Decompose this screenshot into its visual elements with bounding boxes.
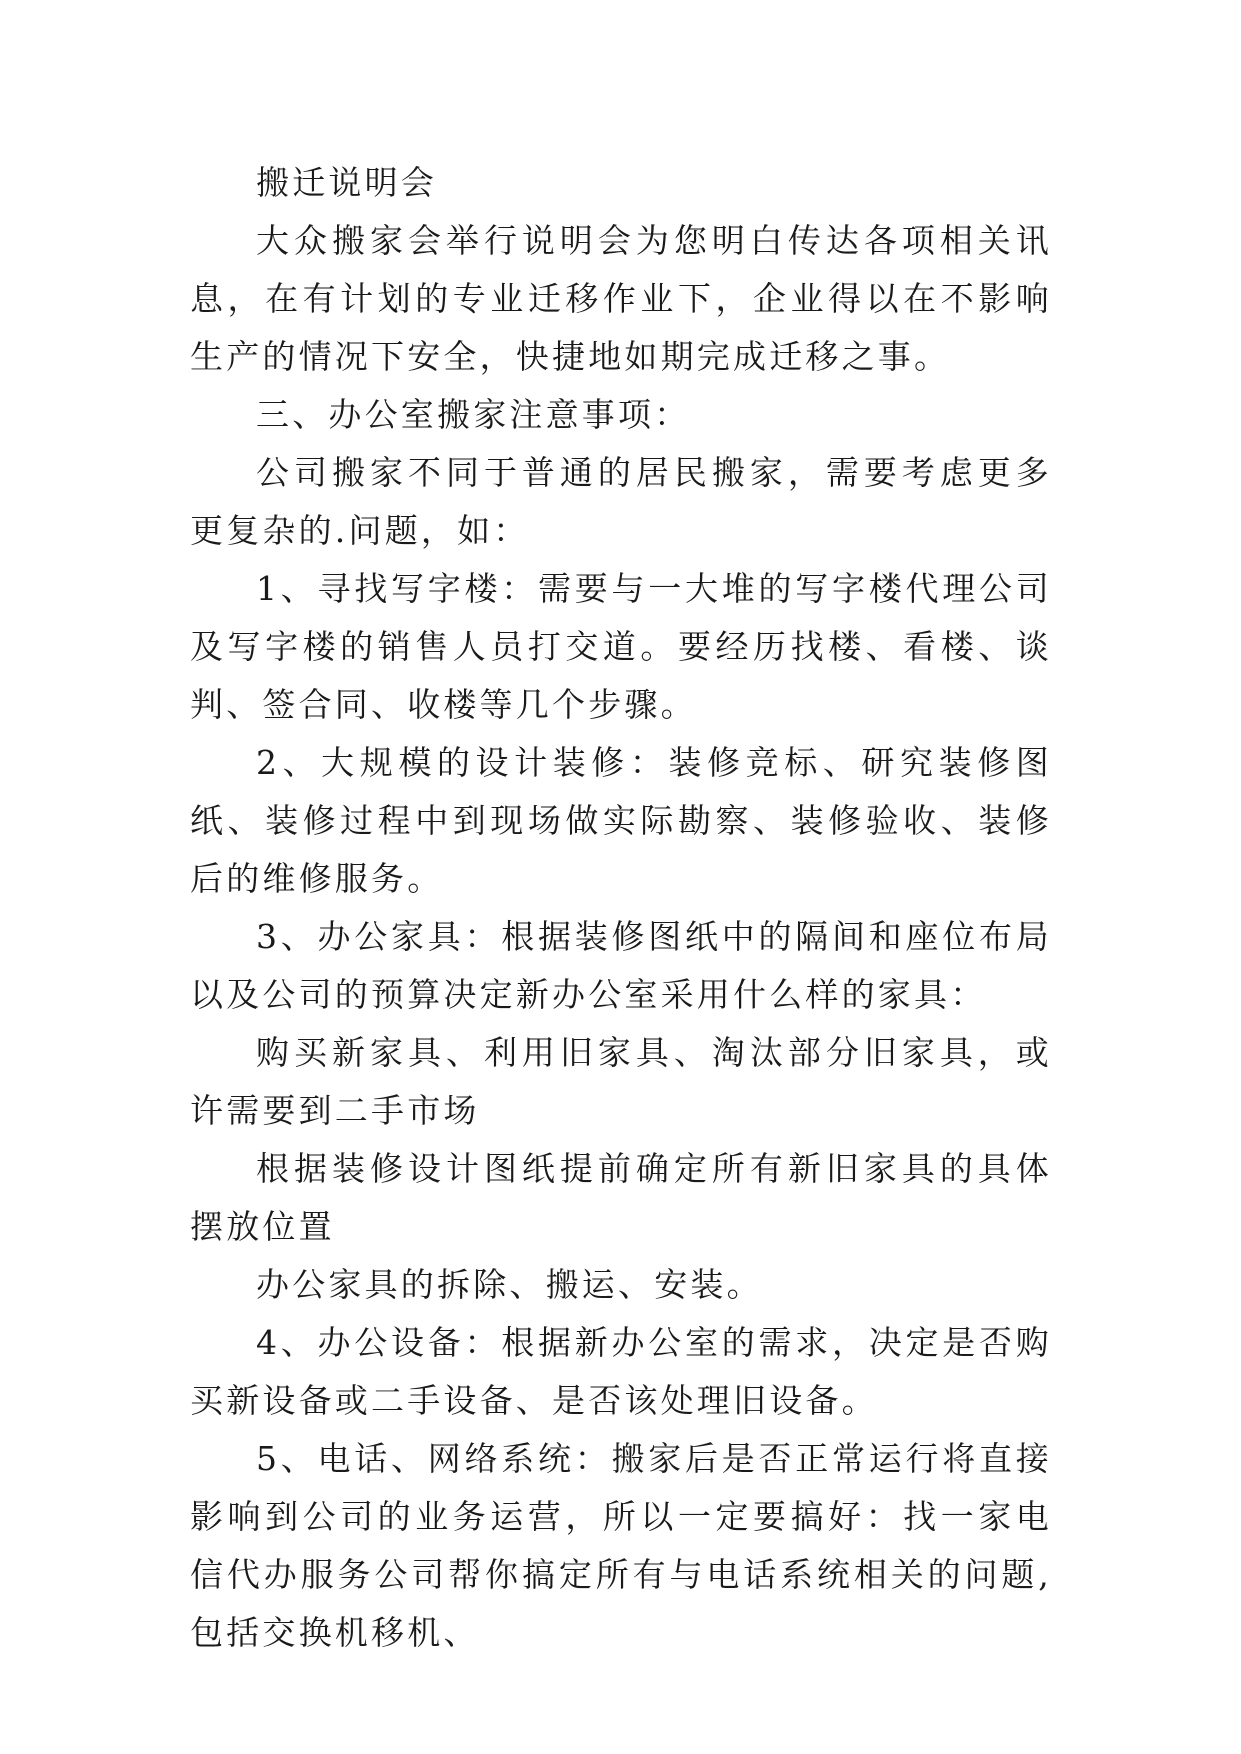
paragraph-item-3-office-furniture: 3、办公家具：根据装修图纸中的隔间和座位布局以及公司的预算决定新办公室采用什么样的家具： <box>190 917 1052 1014</box>
paragraph-item-5-phone-network: 5、电话、网络系统：搬家后是否正常运行将直接影响到公司的业务运营，所以一定要搞好：找一家电信代办服务公司帮你搞定所有与电话系统相关的问题,包括交换机移机、 <box>190 1439 1052 1652</box>
paragraph-furniture-options: 购买新家具、利用旧家具、淘汰部分旧家具，或许需要到二手市场 <box>190 1033 1052 1130</box>
paragraph-item-1-office-building: 1、寻找写字楼：需要与一大堆的写字楼代理公司及写字楼的销售人员打交道。要经历找楼、看楼、谈判、签合同、收楼等几个步骤。 <box>190 569 1052 724</box>
paragraph-item-2-design-renovation: 2、大规模的设计装修：装修竞标、研究装修图纸、装修过程中到现场做实际勘察、装修验收、装修后的维修服务。 <box>190 743 1052 898</box>
paragraph-furniture-moving: 办公家具的拆除、搬运、安装。 <box>256 1265 763 1304</box>
document-body <box>190 154 1052 1662</box>
paragraph-item-4-office-equipment: 4、办公设备：根据新办公室的需求，决定是否购买新设备或二手设备、是否该处理旧设备。 <box>190 1323 1052 1420</box>
heading-office-moving-notes: 三、办公室搬家注意事项： <box>256 395 691 434</box>
paragraph-company-moving-intro: 公司搬家不同于普通的居民搬家，需要考虑更多更复杂的.问题，如： <box>190 453 1052 550</box>
paragraph-furniture-placement: 根据装修设计图纸提前确定所有新旧家具的具体摆放位置 <box>190 1149 1052 1246</box>
paragraph-briefing-description: 大众搬家会举行说明会为您明白传达各项相关讯息，在有计划的专业迁移作业下，企业得以在不影响生产的情况下安全，快捷地如期完成迁移之事。 <box>190 221 1052 376</box>
heading-relocation-briefing: 搬迁说明会 <box>256 163 437 202</box>
